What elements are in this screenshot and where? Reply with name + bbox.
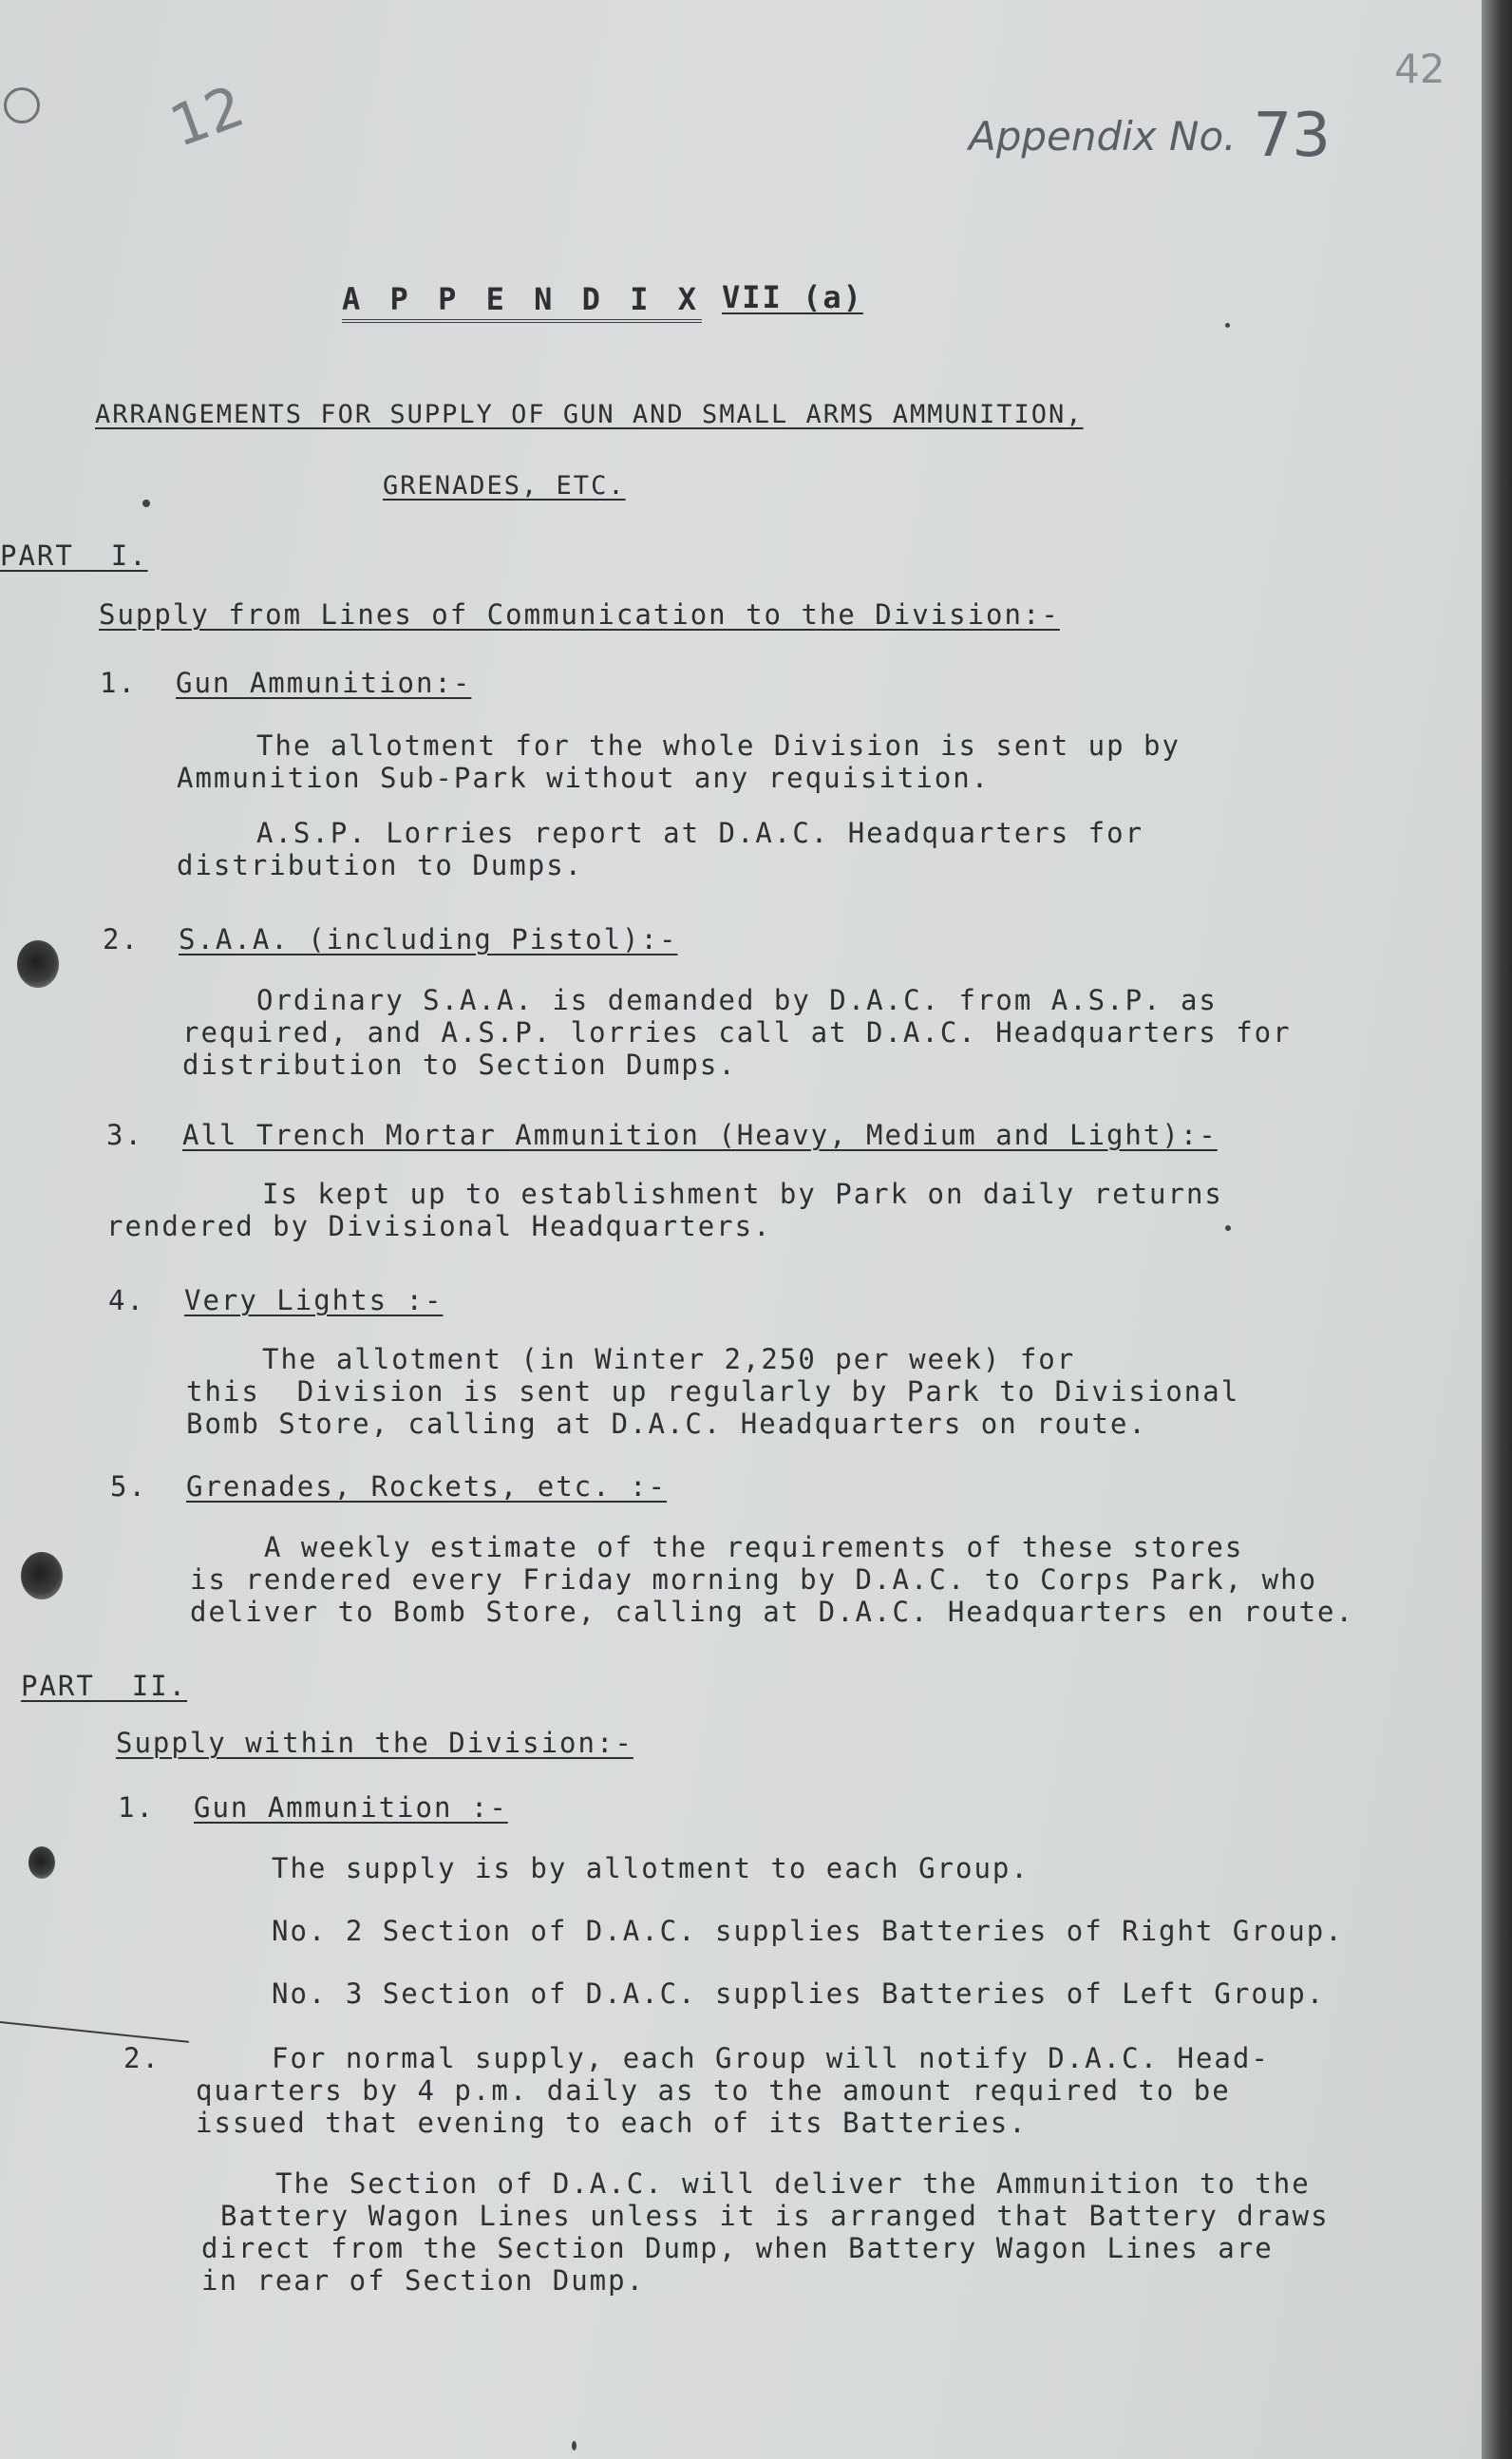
item-number: 4. (108, 1284, 145, 1316)
part1-item2-heading (103, 923, 677, 955)
page-edge-shadow (1482, 0, 1512, 2459)
text-line: A.S.P. Lorries report at D.A.C. Headquarters for (256, 817, 1144, 849)
appendix-label: Appendix No. (969, 113, 1237, 160)
ink-speck (142, 500, 150, 507)
text-line: this Division is sent up regularly by Park to Divisional (186, 1375, 1240, 1408)
text-line: The Section of D.A.C. will deliver the Ammunition to the (275, 2167, 1311, 2200)
text-line: distribution to Section Dumps. (182, 1049, 737, 1081)
part2-heading: Supply within the Division:- (116, 1727, 633, 1759)
text-line: The supply is by allotment to each Group. (272, 1852, 1030, 1884)
text-line: required, and A.S.P. lorries call at D.A.C. Headquarters for (182, 1016, 1292, 1049)
item-title: Gun Ammunition:- (176, 667, 472, 699)
item-title: Very Lights :- (184, 1284, 444, 1316)
punch-hole (21, 1552, 63, 1599)
item-title: S.A.A. (including Pistol):- (179, 923, 678, 955)
text-line: Battery Wagon Lines unless it is arranged that Battery draws (220, 2200, 1330, 2232)
folio-number-left: 12 (161, 73, 254, 161)
part1-heading: Supply from Lines of Communication to the Division:- (99, 598, 1060, 631)
text-line: Ammunition Sub-Park without any requisition. (177, 762, 991, 794)
appendix-title-text: A P P E N D I X (342, 281, 702, 323)
text-line: Is kept up to establishment by Park on daily returns (262, 1178, 1223, 1210)
appendix-numeral: VII (a) (722, 279, 863, 315)
text-line: deliver to Bomb Store, calling at D.A.C. Headquarters en route. (190, 1596, 1354, 1628)
text-line: For normal supply, each Group will notify D.A.C. Head- (272, 2042, 1270, 2074)
part2-item1-heading (118, 1791, 508, 1824)
document-subtitle-line1: ARRANGEMENTS FOR SUPPLY OF GUN AND SMALL ARMS AMMUNITION, (95, 400, 1084, 429)
part1-item1-heading (100, 667, 471, 699)
item-number: 5. (110, 1470, 147, 1503)
text-line: is rendered every Friday morning by D.A.C. to Corps Park, who (190, 1563, 1318, 1596)
text-line: in rear of Section Dump. (201, 2264, 646, 2297)
ink-speck (1225, 323, 1230, 328)
item-number: 2. (103, 923, 140, 955)
item-number: 3. (106, 1119, 143, 1151)
document-subtitle-line2: GRENADES, ETC. (383, 471, 626, 501)
corner-ink-mark (4, 87, 40, 123)
appendix-title (342, 283, 702, 315)
punch-hole (17, 940, 59, 988)
folio-number-right: 42 (1394, 46, 1446, 92)
item-title: Grenades, Rockets, etc. :- (186, 1470, 667, 1503)
part1-item3-heading (106, 1119, 1218, 1151)
text-line: No. 3 Section of D.A.C. supplies Batteries of Left Group. (272, 1977, 1326, 2010)
text-line: direct from the Section Dump, when Battery Wagon Lines are (201, 2232, 1274, 2264)
text-line: rendered by Divisional Headquarters. (106, 1210, 772, 1242)
ink-scratch (0, 2021, 189, 2043)
text-line: A weekly estimate of the requirements of these stores (264, 1531, 1244, 1563)
item-title: Gun Ammunition :- (194, 1791, 508, 1824)
item-number: 1. (100, 667, 137, 699)
item-number: 1. (118, 1791, 155, 1824)
part1-label: PART I. (0, 539, 148, 572)
appendix-number-annotation (969, 95, 1331, 171)
text-line: quarters by 4 p.m. daily as to the amount required to be (196, 2074, 1231, 2107)
punch-hole (28, 1846, 55, 1879)
part2-label: PART II. (21, 1670, 188, 1702)
text-line: Bomb Store, calling at D.A.C. Headquarters on route. (186, 1408, 1147, 1440)
text-line: issued that evening to each of its Batteries. (196, 2107, 1028, 2139)
text-line: The allotment (in Winter 2,250 per week) for (262, 1343, 1076, 1375)
text-line: The allotment for the whole Division is sent up by (256, 729, 1181, 762)
text-line: distribution to Dumps. (177, 849, 584, 881)
item-title: All Trench Mortar Ammunition (Heavy, Medium and Light):- (182, 1119, 1218, 1151)
text-line: No. 2 Section of D.A.C. supplies Batteries of Right Group. (272, 1915, 1344, 1947)
part2-item2-number: 2. (123, 2042, 161, 2074)
ink-speck (1225, 1225, 1231, 1231)
text-line: Ordinary S.A.A. is demanded by D.A.C. from A.S.P. as (256, 984, 1218, 1016)
part1-item4-heading (108, 1284, 443, 1316)
appendix-number: 73 (1253, 101, 1331, 171)
part1-item5-heading (110, 1470, 667, 1503)
ink-speck (572, 2441, 576, 2450)
